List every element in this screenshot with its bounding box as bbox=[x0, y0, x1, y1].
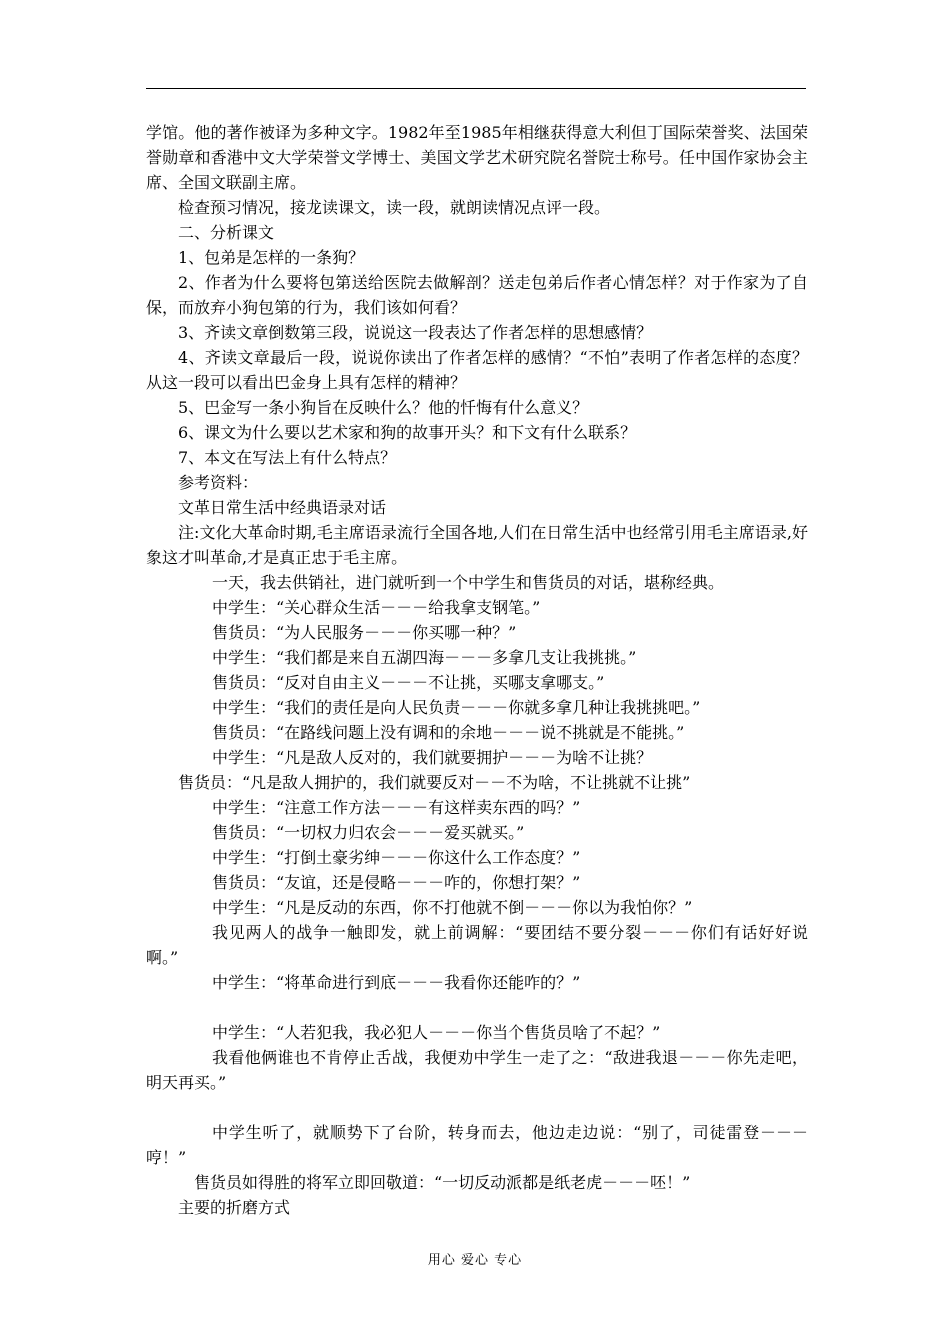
paragraph: 售货员：“一切权力归农会－－－爱买就买。” bbox=[212, 823, 525, 842]
paragraph: 注:文化大革命时期,毛主席语录流行全国各地,人们在日常生活中也经常引用毛主席语录,好象这才叫革命,才是真正忠于毛主席。 bbox=[146, 523, 808, 567]
paragraph: 5、巴金写一条小狗旨在反映什么？他的忏悔有什么意义？ bbox=[178, 398, 589, 417]
header-rule bbox=[146, 88, 806, 89]
paragraph: 6、课文为什么要以艺术家和狗的故事开头？和下文有什么联系？ bbox=[178, 423, 637, 442]
paragraph: 中学生：“凡是敌人反对的，我们就要拥护－－－为啥不让挑？ bbox=[212, 748, 653, 767]
paragraph: 检查预习情况，接龙读课文，读一段，就朗读情况点评一段。 bbox=[178, 198, 611, 217]
paragraph: 7、本文在写法上有什么特点？ bbox=[178, 448, 397, 467]
paragraph: 文革日常生活中经典语录对话 bbox=[178, 498, 387, 517]
paragraph: 中学生：“人若犯我，我必犯人－－－你当个售货员啥了不起？” bbox=[212, 1023, 661, 1042]
paragraph: 中学生：“我们的责任是向人民负责－－－你就多拿几种让我挑挑吧。” bbox=[212, 698, 701, 717]
paragraph: 中学生：“将革命进行到底－－－我看你还能咋的？” bbox=[212, 973, 581, 992]
document-body bbox=[146, 120, 808, 1220]
paragraph: 我见两人的战争一触即发，就上前调解：“要团结不要分裂－－－你们有话好好说啊。” bbox=[146, 923, 808, 967]
paragraph: 中学生听了，就顺势下了台阶，转身而去，他边走边说：“别了，司徒雷登－－－哼！” bbox=[146, 1123, 808, 1167]
paragraph: 售货员：“友谊，还是侵略－－－咋的，你想打架？” bbox=[212, 873, 581, 892]
blank-line bbox=[146, 1095, 808, 1120]
paragraph: 学馆。他的著作被译为多种文字。1982年至1985年相继获得意大利但丁国际荣誉奖、法国荣誉勋章和香港中文大学荣誉文学博士、美国文学艺术研究院名誉院士称号。任中国作家协会主席、全国文联副主席。 bbox=[146, 123, 808, 192]
paragraph: 售货员：“反对自由主义－－－不让挑，买哪支拿哪支。” bbox=[212, 673, 605, 692]
paragraph: 二、分析课文 bbox=[178, 223, 275, 242]
paragraph: 1、包弟是怎样的一条狗？ bbox=[178, 248, 365, 267]
paragraph: 3、齐读文章倒数第三段，说说这一段表达了作者怎样的思想感情？ bbox=[178, 323, 653, 342]
paragraph: 中学生：“打倒土豪劣绅－－－你这什么工作态度？” bbox=[212, 848, 581, 867]
paragraph: 售货员：“凡是敌人拥护的，我们就要反对－－不为啥，不让挑就不让挑” bbox=[178, 773, 691, 792]
page-footer: 用心 爱心 专心 bbox=[427, 1253, 523, 1268]
paragraph: 中学生：“我们都是来自五湖四海－－－多拿几支让我挑挑。” bbox=[212, 648, 637, 667]
paragraph: 售货员如得胜的将军立即回敬道：“一切反动派都是纸老虎－－－呸！” bbox=[194, 1173, 691, 1192]
paragraph: 售货员：“为人民服务－－－你买哪一种？” bbox=[212, 623, 517, 642]
paragraph: 一天，我去供销社，进门就听到一个中学生和售货员的对话，堪称经典。 bbox=[212, 573, 725, 592]
paragraph: 中学生：“关心群众生活－－－给我拿支钢笔。” bbox=[212, 598, 541, 617]
blank-line bbox=[146, 995, 808, 1020]
paragraph: 主要的折磨方式 bbox=[178, 1198, 291, 1217]
paragraph: 4、齐读文章最后一段，说说你读出了作者怎样的感情？“不怕”表明了作者怎样的态度？从这一段可以看出巴金身上具有怎样的精神？ bbox=[146, 348, 808, 392]
paragraph: 售货员：“在路线问题上没有调和的余地－－－说不挑就是不能挑。” bbox=[212, 723, 685, 742]
paragraph: 中学生：“注意工作方法－－－有这样卖东西的吗？” bbox=[212, 798, 581, 817]
paragraph: 我看他俩谁也不肯停止舌战，我便劝中学生一走了之：“敌进我退－－－你先走吧，明天再买。” bbox=[146, 1048, 808, 1092]
paragraph: 中学生：“凡是反动的东西，你不打他就不倒－－－你以为我怕你？” bbox=[212, 898, 693, 917]
paragraph: 2、作者为什么要将包第送给医院去做解剖？送走包弟后作者心情怎样？对于作家为了自保，而放弃小狗包第的行为，我们该如何看？ bbox=[146, 273, 808, 317]
paragraph: 参考资料： bbox=[178, 473, 259, 492]
